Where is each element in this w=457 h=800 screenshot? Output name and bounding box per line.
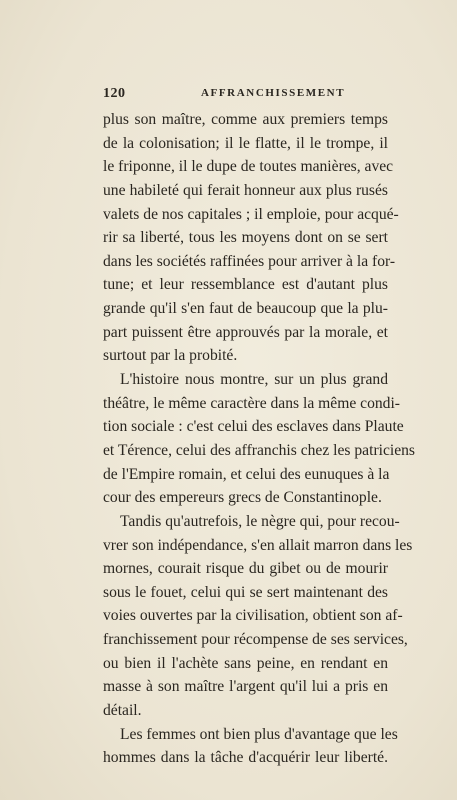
text-line: Tandis qu'autrefois, le nègre qui, pour recou-	[120, 512, 400, 530]
text-line: tune; et leur ressemblance est d'autant plus	[103, 276, 388, 294]
text-line: une habileté qui ferait honneur aux plus rusés	[103, 181, 388, 199]
text-line: et Térence, celui des affranchis chez les patriciens	[103, 441, 416, 459]
text-line: plus son maître, comme aux premiers temps	[103, 111, 388, 128]
text-line: rir sa liberté, tous les moyens dont on se sert	[103, 229, 388, 247]
text-line: dans les sociétés raffinées pour arriver à la for-	[103, 252, 396, 270]
text-line: théâtre, le même caractère dans la même condi-	[103, 394, 400, 412]
text-line: voies ouvertes par la civilisation, obtient son af-	[103, 607, 403, 625]
text-line: le friponne, il le dupe de toutes manières, avec	[103, 158, 394, 176]
text-line: détail.	[103, 702, 142, 720]
text-line: Les femmes ont bien plus d'avantage que les	[120, 725, 398, 743]
text-line: sous le fouet, celui qui se sert maintenant des	[103, 583, 388, 601]
text-line: masse à son maître l'argent qu'il lui a pris en	[103, 678, 388, 696]
text-line: ou bien il l'achète sans peine, en rendant en	[103, 654, 388, 672]
running-head: AFFRANCHISSEMENT	[201, 87, 346, 99]
text-line: part puissent être approuvés par la morale, et	[103, 323, 388, 341]
text-line: surtout par la probité.	[103, 347, 238, 365]
text-line: hommes dans la tâche d'acquérir leur liberté.	[103, 749, 388, 767]
text-line: tion sociale : c'est celui des esclaves dans Plaute	[103, 418, 404, 436]
text-line: valets de nos capitales ; il emploie, pour acqué-	[103, 205, 399, 223]
text-line: de l'Empire romain, et celui des eunuques à la	[103, 465, 390, 483]
page-header	[103, 86, 388, 104]
text-line: vrer son indépendance, s'en allait marron dans les	[103, 536, 413, 554]
page-number: 120	[103, 86, 126, 101]
text-line: mornes, courait risque du gibet ou de mourir	[103, 560, 388, 578]
body-text	[103, 108, 416, 770]
text-line: de la colonisation; il le flatte, il le trompe, il	[103, 134, 388, 152]
text-line: cour des empereurs grecs de Constantinople.	[103, 489, 382, 507]
text-line: L'histoire nous montre, sur un plus grand	[120, 371, 388, 389]
text-line: franchissement pour récompense de ses services,	[103, 631, 408, 649]
text-line: grande qu'il s'en faut de beaucoup que la plu-	[103, 300, 388, 318]
